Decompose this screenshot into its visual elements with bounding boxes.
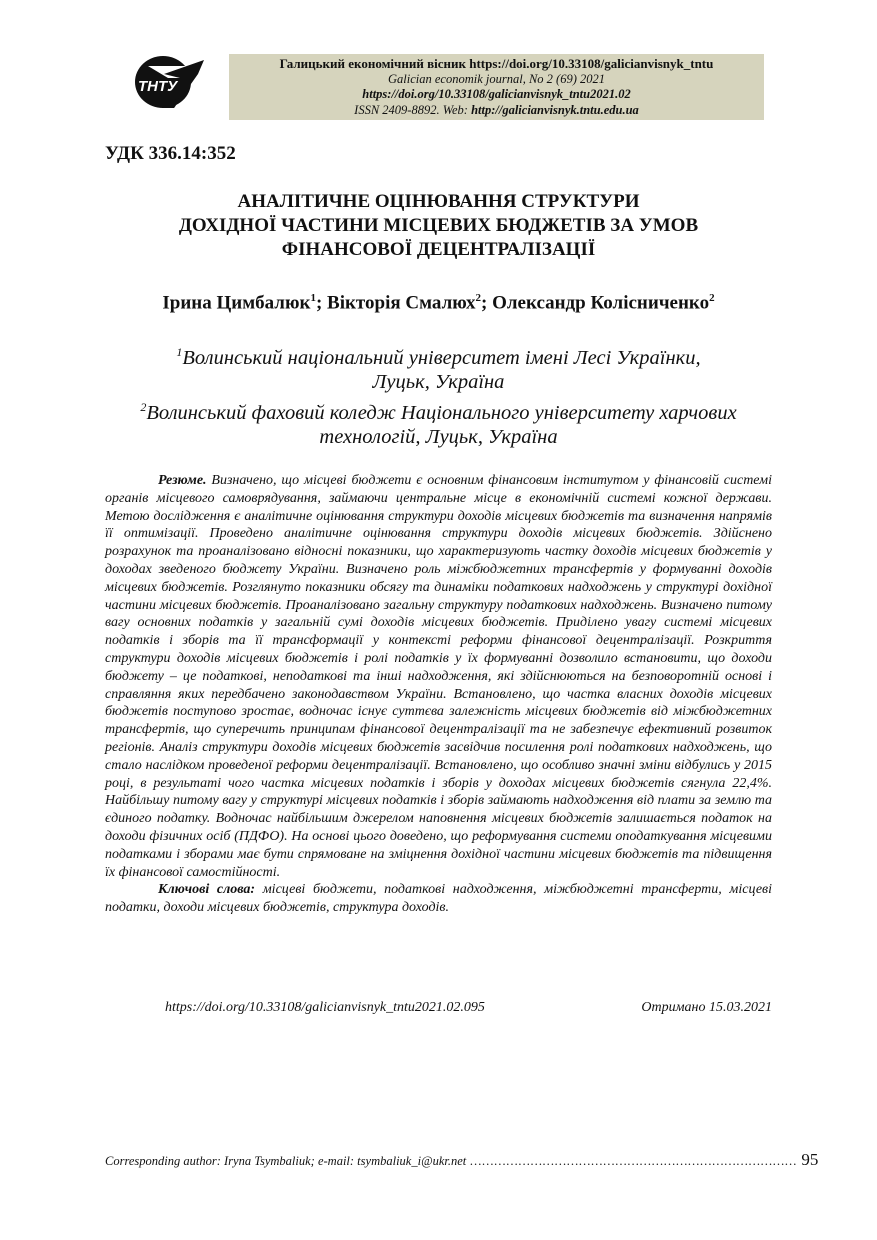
journal-doi: https://doi.org/10.33108/galicianvisnyk_tntu2021.02 xyxy=(362,87,631,101)
affiliation-2: $^2$Волинський фаховий коледж Національного університету харчових xyxy=(140,399,737,424)
author-name: Олександр Колісниченко xyxy=(492,292,710,314)
journal-subtitle: Galician economik journal, No 2 (69) 2021 xyxy=(388,71,605,86)
article-doi-link[interactable]: https://doi.org/10.33108/galicianvisnyk_tntu2021.02.095 xyxy=(165,1000,485,1015)
author-name: Вікторія Смалюх xyxy=(327,292,476,314)
corresponding-author: Corresponding author: Iryna Tsymbaliuk; e-mail: tsymbaliuk_i@ukr.net xyxy=(105,1154,467,1168)
leader-dots: ……………………………………………………………………… xyxy=(470,1154,798,1168)
paper-title xyxy=(80,190,797,262)
keywords-label: Ключові слова: xyxy=(158,882,256,898)
title-line: ДОХІДНОЇ ЧАСТИНИ МІСЦЕВИХ БЮДЖЕТІВ ЗА УМОВ xyxy=(178,215,699,236)
doi-received-line xyxy=(165,1000,772,1016)
abstract-text: Резюме. Визначено, що місцеві бюджети є основним фінансовим інститутом у фінансовій системі органів місцевого самоврядування, займаючи центральне місце в економічній системі кожної держави. Метою дослідження є аналітичне оцінювання структури доходів місцевих бюджетів та визначення напрямів її оптимізації. Проведено аналітичне оцінювання структури доходів місцевих бюджетів. Здійснено розрахунок та проаналізовано відносні показники, що характеризують частку доходів місцевих бюджетів у доходах зведеного бюджету України. Визначено роль міжбюджетних трансфертів у формуванні доходів місцевих бюджетів. Розглянуто показники обсягу та динаміки податкових надходжень у структурі дохідної частини місцевих бюджетів. Проаналізовано загальну структуру податкових надходжень. Визначено питому вагу основних податків у загальній сумі доходів місцевих бюджетів. Приділено увагу системі місцевих податків і зборів та її трансформації у контексті реформи фінансової децентралізації. Розкриття структури доходів місцевих бюджетів і ролі податків у їх формуванні дозволило встановити, що доходи бюджету – це податкові, неподаткові та інші надходження, які здійснюються на безповоротній основі і справляння яких передбачено законодавством України. Встановлено, що частка власних доходів місцевих бюджетів поступово зростає, водночас існує суттєва залежність місцевих бюджетів від міжбюджетних трансфертів, що суперечить принципам фінансової децентралізації та не забезпечує ефективний розвиток регіонів. Аналіз структури доходів місцевих бюджетів засвідчив посилення ролі податкових надходжень, що стало наслідком проведеної реформи децентралізації. Встановлено, що особливо значні зміни відбулись у 2015 році, в результаті чого частка місцевих податків і зборів у доходах місцевих бюджетів сягнула 22,4%. Найбільшу питому вагу у структурі місцевих податків і зборів займають надходження від плати за землю та єдиного податку. Водночас найбільшим джерелом наповнення місцевих бюджетів залишається податок на доходи фізичних осіб (ПДФО). На основі цього доведено, що реформування системи оподаткування місцевими податками і зборами має бути спрямоване на зміцнення дохідної частини місцевих бюджетів та підвищення їх фінансової самостійності. xyxy=(105,473,772,880)
journal-header xyxy=(229,54,764,120)
page-number: 95 xyxy=(801,1150,819,1169)
title-line: ФІНАНСОВОЇ ДЕЦЕНТРАЛІЗАЦІЇ xyxy=(281,239,596,260)
tntu-logo xyxy=(128,52,206,110)
affiliations: $^1$Волинський національний університет імені Лесі Українки, Луцьк, Україна $^2$Волинський фаховий коледж Національного університету харчових технологій, Луцьк, Україна xyxy=(80,340,797,450)
logo-text: ТНТУ xyxy=(138,78,178,95)
abstract xyxy=(105,472,772,917)
title-line: АНАЛІТИЧНЕ ОЦІНЮВАННЯ СТРУКТУРИ xyxy=(237,191,640,212)
page-footer xyxy=(105,1150,819,1170)
journal-issn: ISSN 2409-8892. Web: http://galicianvisnyk.tntu.edu.ua xyxy=(354,102,639,117)
author-name: Ірина Цимбалюк xyxy=(162,292,311,314)
abstract-label: Резюме. xyxy=(158,473,207,488)
received-date: Отримано 15.03.2021 xyxy=(641,1000,772,1015)
authors: Ірина Цимбалюк$^1$; Вікторія Смалюх$^2$; Олександр Колісниченко$^2$ xyxy=(162,292,715,314)
keywords: Ключові слова: місцеві бюджети, податкові надходження, міжбюджетні трансферти, місцеві податки, доходи місцевих бюджетів, структура доходів. xyxy=(105,882,772,916)
journal-web-link[interactable]: http://galicianvisnyk.tntu.edu.ua xyxy=(471,102,639,117)
affiliation-1: $^1$Волинський національний університет імені Лесі Українки, xyxy=(176,345,701,369)
journal-title: Галицький економічний вісник https://doi.org/10.33108/galicianvisnyk_tntu xyxy=(279,56,714,71)
udc-code: УДК 336.14:352 xyxy=(105,143,236,164)
